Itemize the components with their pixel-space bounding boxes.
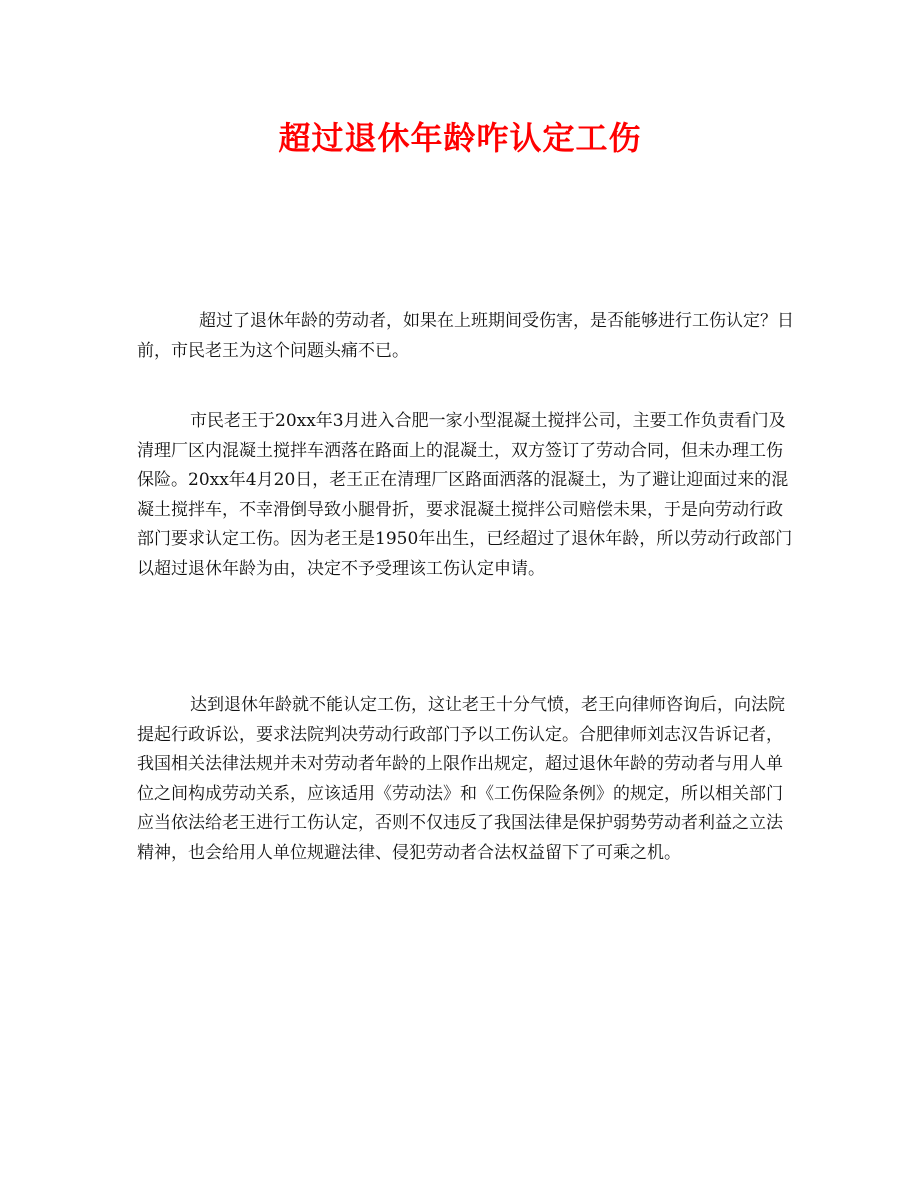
- document-title: 超过退休年龄咋认定工伤: [278, 119, 642, 157]
- paragraph-2: 市民老王于20xx年3月进入合肥一家小型混凝土搅拌公司，主要工作负责看门及清理厂区内混凝土搅拌车洒落在路面上的混凝土，双方签订了劳动合同，但未办理工伤保险。20xx年4月20日，老王正在清理厂区路面洒落的混凝土，为了避让迎面过来的混凝土搅拌车，不幸滑倒导致小腿骨折，要求混凝土搅拌公司赔偿未果，于是向劳动行政部门要求认定工伤。因为老王是1950年出生，已经超过了退休年龄，所以劳动行政部门以超过退休年龄为由，决定不予受理该工伤认定申请。: [137, 411, 793, 579]
- paragraph-3: 达到退休年龄就不能认定工伤，这让老王十分气愤，老王向律师咨询后，向法院提起行政诉讼，要求法院判决劳动行政部门予以工伤认定。合肥律师刘志汉告诉记者，我国相关法律法规并未对劳动者年龄的上限作出规定，超过退休年龄的劳动者与用人单位之间构成劳动关系，应该适用《劳动法》和《工伤保险条例》的规定，所以相关部门应当依法给老王进行工伤认定，否则不仅违反了我国法律是保护弱势劳动者利益之立法精神，也会给用人单位规避法律、侵犯劳动者合法权益留下了可乘之机。: [137, 695, 785, 863]
- paragraph-1: 超过了退休年龄的劳动者，如果在上班期间受伤害，是否能够进行工伤认定？日前，市民老王为这个问题头痛不已。: [137, 311, 794, 361]
